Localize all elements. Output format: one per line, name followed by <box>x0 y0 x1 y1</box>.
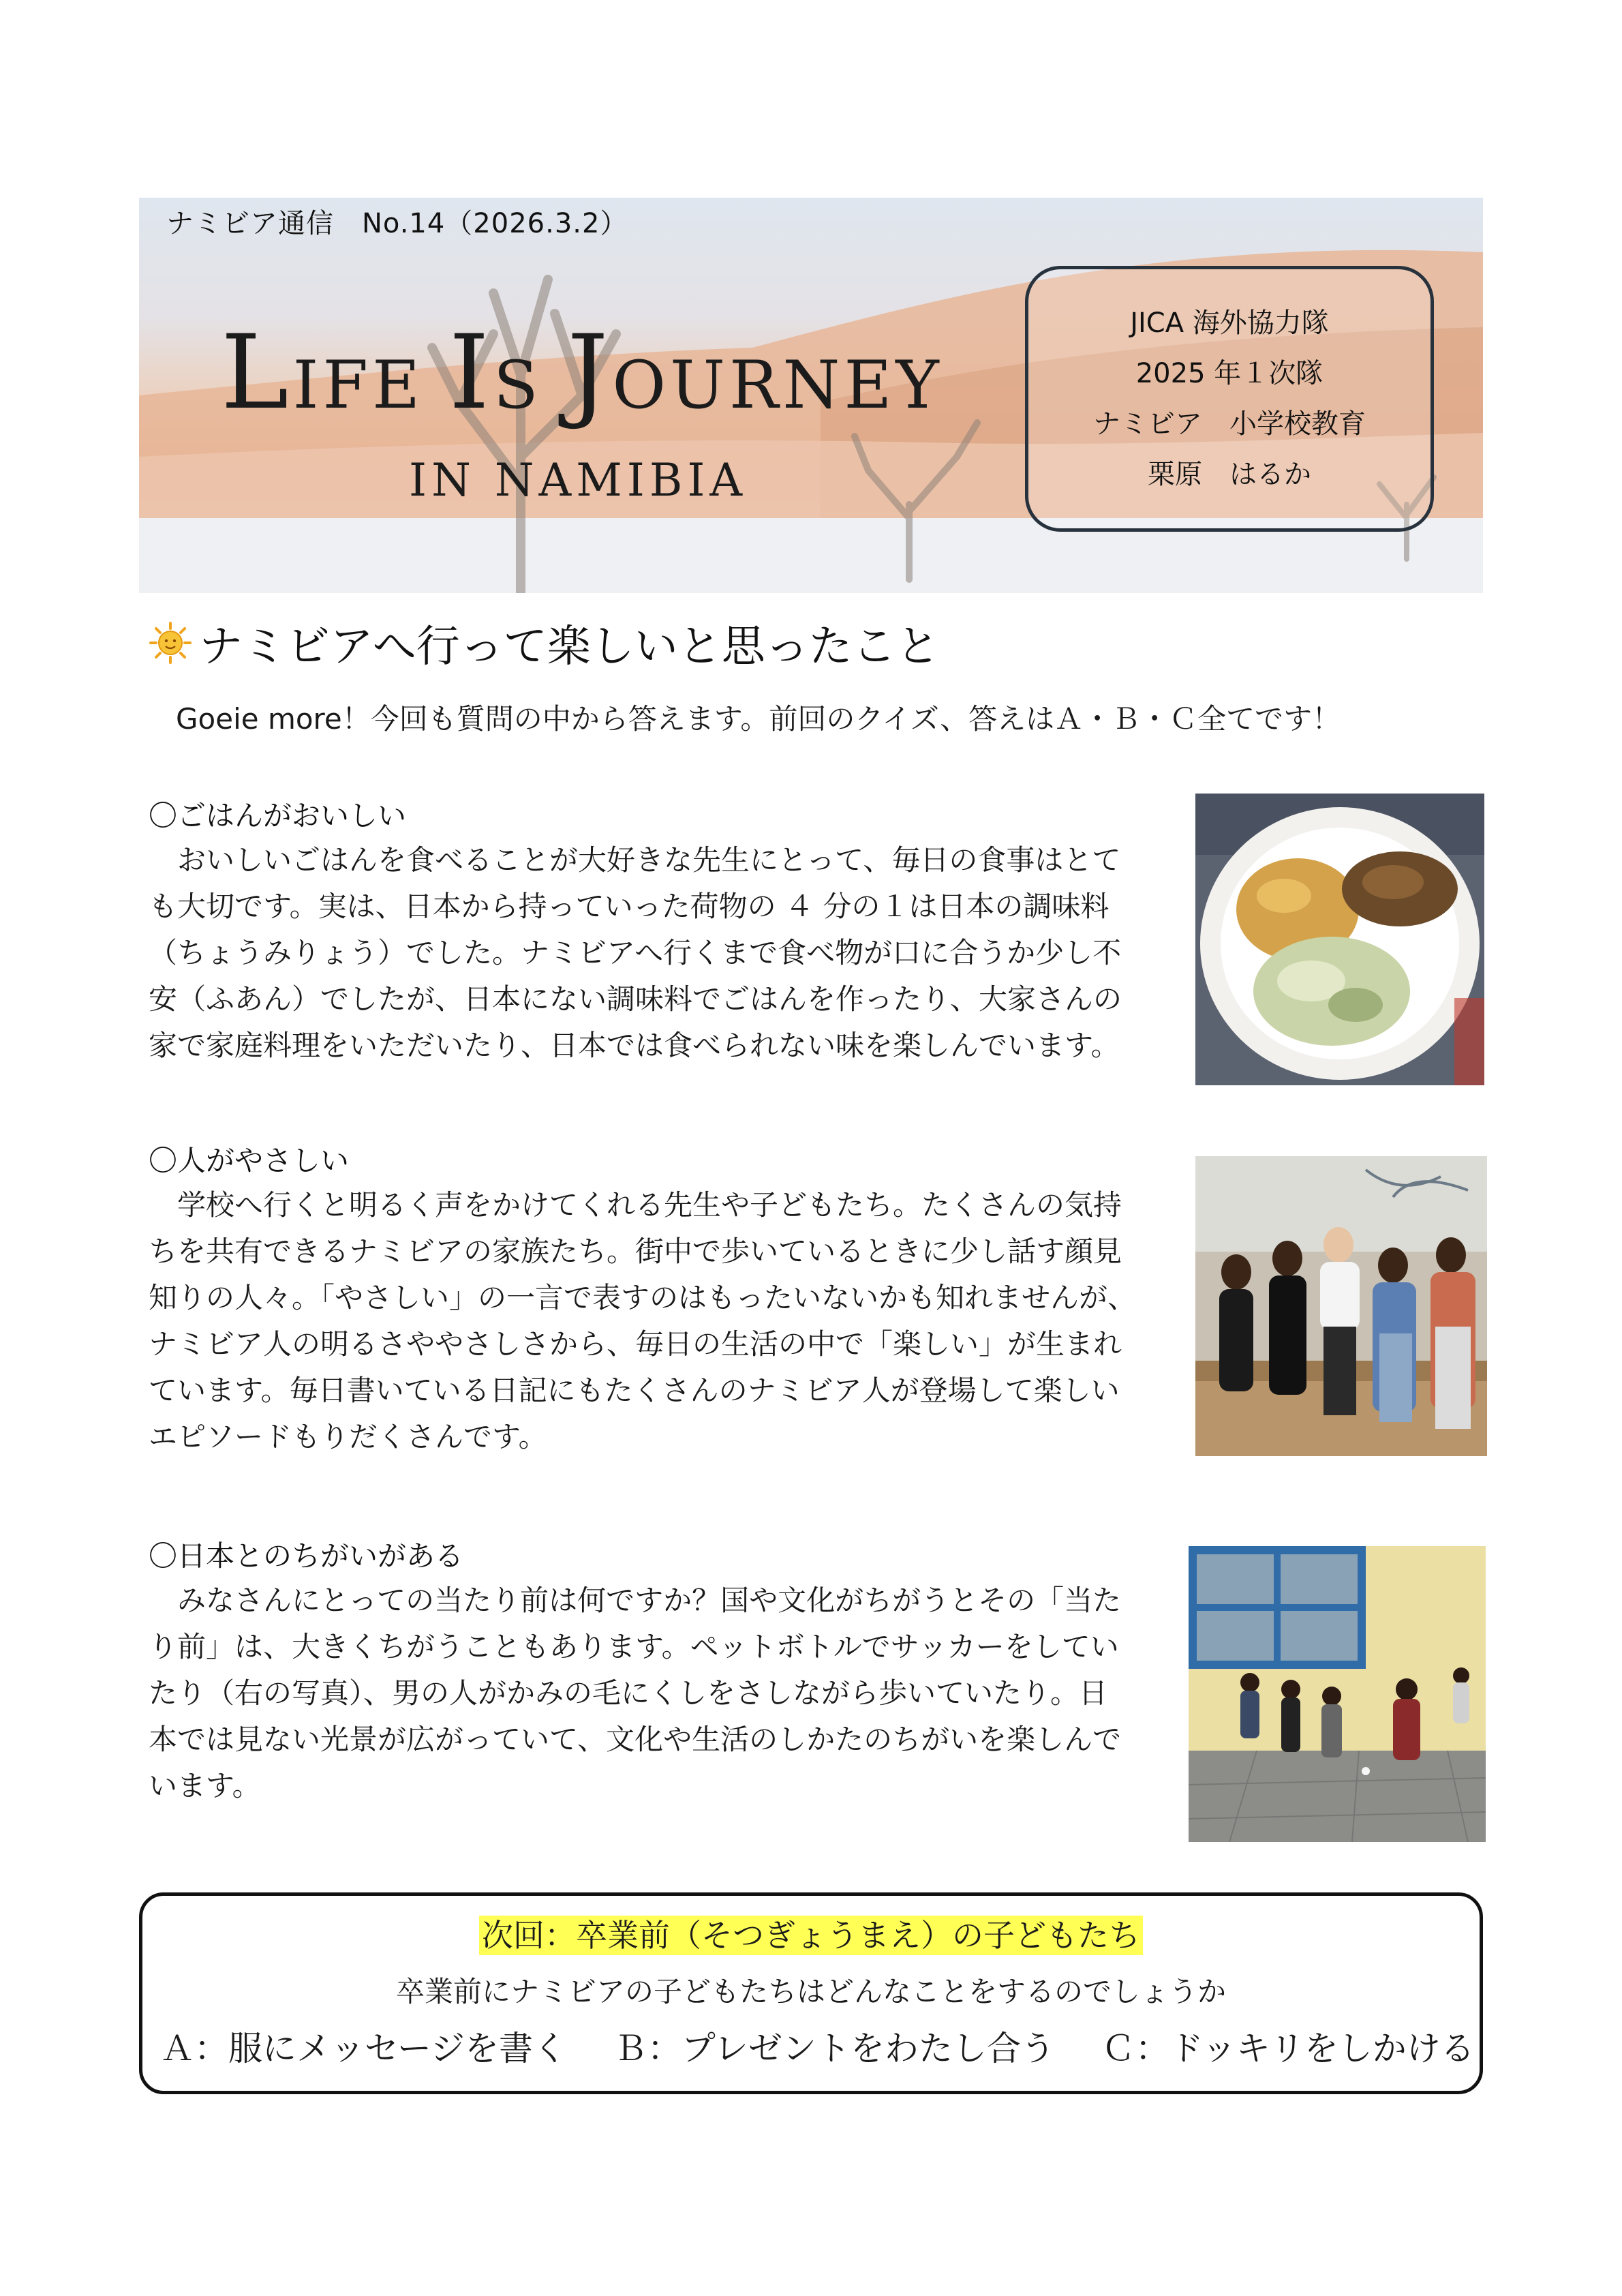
body-line: 知りの人々。「やさしい」の一言で表すのはもったいないかも知れませんが、 <box>149 1281 1137 1314</box>
body-line: います。 <box>149 1769 261 1802</box>
body-line: （ちょうみりょう）でした。ナミビアへ行くまで食べ物が口に合うか少し不 <box>149 936 1122 969</box>
children-soccer-photo <box>1189 1546 1486 1842</box>
info-line: ナミビア 小学校教育 <box>1093 408 1366 440</box>
quiz-option-a: Ａ：服にメッセージを書く <box>160 2029 567 2068</box>
next-issue-title <box>142 1911 1480 1956</box>
body-line: ナミビア人の明るさややさしさから、毎日の生活の中で「楽しい」が生まれ <box>149 1327 1122 1361</box>
body-line: ちを共有できるナミビアの家族たち。街中で歩いているときに少し話す顔見 <box>149 1235 1122 1268</box>
body-line: 学校へ行くと明るく声をかけてくれる先生や子どもたち。たくさんの気持 <box>149 1188 1122 1222</box>
topic-body <box>149 1577 1171 1809</box>
topic-body <box>149 1182 1171 1460</box>
topic-title: 〇人がやさしい <box>149 1144 350 1177</box>
section-heading <box>149 614 940 672</box>
body-line: り前」は、大きくちがうこともあります。ペットボトルでサッカーをしてい <box>149 1630 1119 1663</box>
topic-title: 〇ごはんがおいしい <box>149 799 407 832</box>
newsletter-title: LIFE IS JOURNEY <box>221 314 943 432</box>
body-line: も大切です。実は、日本から持っていった荷物の ４ 分の１は日本の調味料 <box>149 890 1110 923</box>
quiz-options <box>142 2021 1480 2070</box>
intro-text: Goeie more！今回も質問の中から答えます。前回のクイズ、答えはＡ・Ｂ・Ｃ全てです！ <box>176 702 1341 736</box>
quiz-option-b: Ｂ：プレゼントをわたし合う <box>613 2029 1055 2068</box>
quiz-question: 卒業前にナミビアの子どもたちはどんなことをするのでしょうか <box>395 1975 1226 2008</box>
topic-title: 〇日本とのちがいがある <box>149 1539 464 1573</box>
sun-icon <box>149 621 192 665</box>
author-info-box <box>1025 266 1434 532</box>
body-line: エピソードもりだくさんです。 <box>149 1420 547 1453</box>
info-line: 2025 年１次隊 <box>1135 358 1323 389</box>
body-line: ています。毎日書いている日記にもたくさんのナミビア人が登場して楽しい <box>149 1374 1120 1407</box>
topic-body <box>149 837 1171 1069</box>
issue-number: ナミビア通信 No.14（2026.3.2） <box>166 208 628 239</box>
body-line: 安（ふあん）でしたが、日本にない調味料でごはんを作ったり、大家さんの <box>149 982 1122 1016</box>
body-line: おいしいごはんを食べることが大好きな先生にとって、毎日の食事はとて <box>149 843 1121 877</box>
next-issue-title-text: 次回：卒業前（そつぎょうまえ）の子どもたち <box>479 1916 1143 1955</box>
info-line: JICA 海外協力隊 <box>1130 307 1329 339</box>
next-issue-box <box>139 1892 1483 2094</box>
body-line: 本では見ない光景が広がっていて、文化や生活のしかたのちがいを楽しんで <box>149 1723 1122 1756</box>
header-banner <box>139 198 1483 593</box>
body-line: 家で家庭料理をいただいたり、日本では食べられない味を楽しんでいます。 <box>149 1029 1120 1062</box>
quiz-option-c: Ｃ：ドッキリをしかける <box>1101 2029 1475 2068</box>
group-people-photo <box>1195 1156 1487 1456</box>
newsletter-subtitle: IN NAMIBIA <box>409 454 748 507</box>
food-plate-photo <box>1195 794 1484 1085</box>
section-title: ナミビアへ行って楽しいと思ったこと <box>199 622 940 672</box>
body-line: たり（右の写真）、男の人がかみの毛にくしをさしながら歩いていたり。日 <box>149 1676 1108 1710</box>
info-line: 栗原 はるか <box>1148 459 1311 490</box>
body-line: みなさんにとっての当たり前は何ですか？国や文化がちがうとその「当た <box>149 1584 1122 1617</box>
